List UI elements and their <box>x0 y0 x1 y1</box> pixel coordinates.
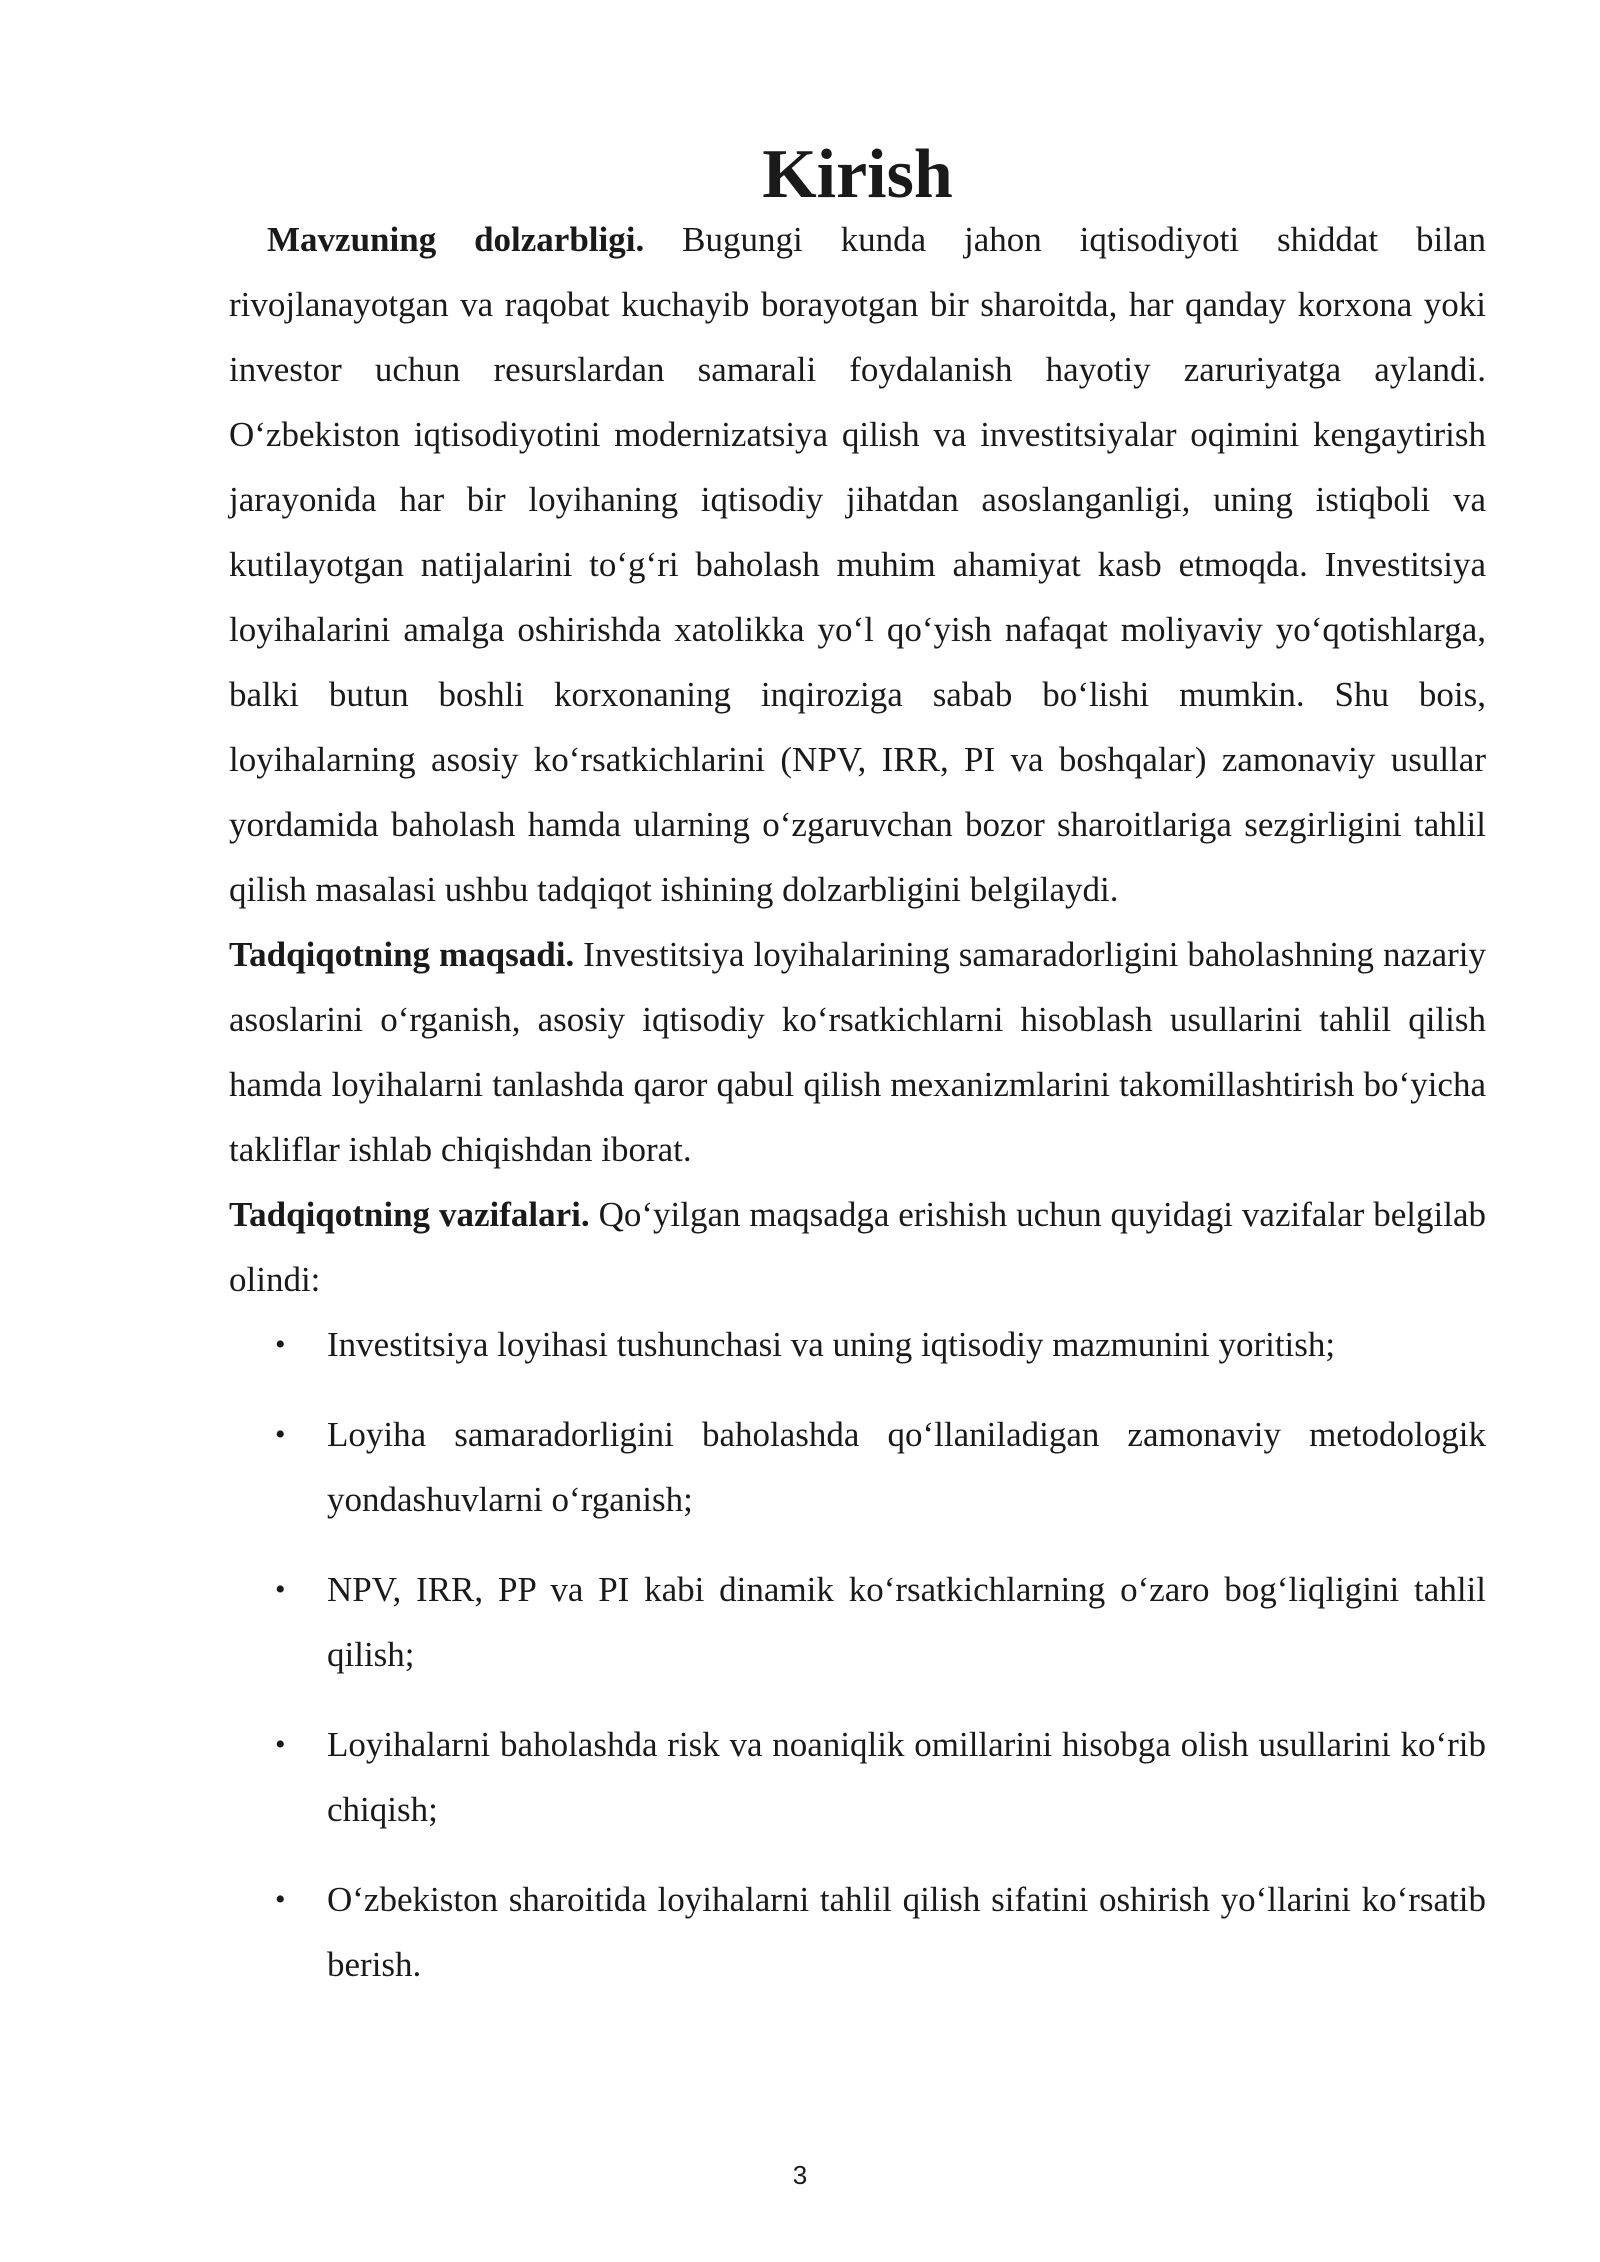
task-list <box>229 1312 1486 1997</box>
goal-text: Investitsiya loyihalarining samaradorligini baholashning nazariy asoslarini o‘rganish, asosiy iqtisodiy ko‘rsatkichlarni hisoblash usullarini tahlil qilish hamda loyihalarni tanlashda qaror qabul qilish mexanizmlarini takomillashtirish bo‘yicha takliflar ishlab chiqishdan iborat. <box>229 935 1486 1169</box>
list-item <box>229 1867 1486 1997</box>
bullet-icon: • <box>275 1883 286 1916</box>
list-item-text: O‘zbekiston sharoitida loyihalarni tahlil qilish sifatini oshirish yo‘llarini ko‘rsatib berish. <box>327 1880 1486 1984</box>
list-item-text: Loyihalarni baholashda risk va noaniqlik omillarini hisobga olish usullarini ko‘rib chiqish; <box>327 1725 1486 1829</box>
list-item <box>229 1312 1486 1377</box>
tasks-label: Tadqiqotning vazifalari. <box>229 1195 590 1234</box>
bullet-icon: • <box>275 1328 286 1361</box>
list-item-text: Loyiha samaradorligini baholashda qo‘llaniladigan zamonaviy metodologik yondashuvlarni o‘rganish; <box>327 1415 1486 1519</box>
bullet-icon: • <box>275 1418 286 1451</box>
relevance-text: Bugungi kunda jahon iqtisodiyoti shiddat bilan rivojlanayotgan va raqobat kuchayib borayotgan bir sharoitda, har qanday korxona yoki investor uchun resurslardan samarali foydalanish hayotiy zaruriyatga aylandi. O‘zbekiston iqtisodiyotini modernizatsiya qilish va investitsiyalar oqimini kengaytirish jarayonida har bir loyihaning iqtisodiy jihatdan asoslanganligi, uning istiqboli va kutilayotgan natijalarini to‘g‘ri baholash muhim ahamiyat kasb etmoqda. Investitsiya loyihalarini amalga oshirishda xatolikka yo‘l qo‘yish nafaqat moliyaviy yo‘qotishlarga, balki butun boshli korxonaning inqiroziga sabab bo‘lishi mumkin. Shu bois, loyihalarning asosiy ko‘rsatkichlarini (NPV, IRR, PI va boshqalar) zamonaviy usullar yordamida baholash hamda ularning o‘zgaruvchan bozor sharoitlariga sezgirligini tahlil qilish masalasi ushbu tadqiqot ishining dolzarbligini belgilaydi. <box>229 220 1486 909</box>
page-content <box>229 136 1486 2022</box>
list-item-text: Investitsiya loyihasi tushunchasi va uning iqtisodiy mazmunini yoritish; <box>327 1325 1336 1364</box>
list-item <box>229 1402 1486 1532</box>
tasks-text: Qo‘yilgan maqsadga erishish uchun quyidagi vazifalar belgilab olindi: <box>229 1195 1486 1299</box>
relevance-paragraph <box>229 207 1486 922</box>
list-item-text: NPV, IRR, PP va PI kabi dinamik ko‘rsatkichlarning o‘zaro bog‘liqligini tahlil qilish; <box>327 1570 1486 1674</box>
tasks-paragraph <box>229 1182 1486 1312</box>
relevance-label: Mavzuning dolzarbligi. <box>267 220 645 259</box>
section-title: Kirish <box>762 136 953 213</box>
goal-label: Tadqiqotning maqsadi. <box>229 935 575 974</box>
list-item <box>229 1557 1486 1687</box>
page-number: 3 <box>792 2160 808 2190</box>
bullet-icon: • <box>275 1573 286 1606</box>
bullet-icon: • <box>275 1728 286 1761</box>
list-item <box>229 1712 1486 1842</box>
goal-paragraph <box>229 922 1486 1182</box>
